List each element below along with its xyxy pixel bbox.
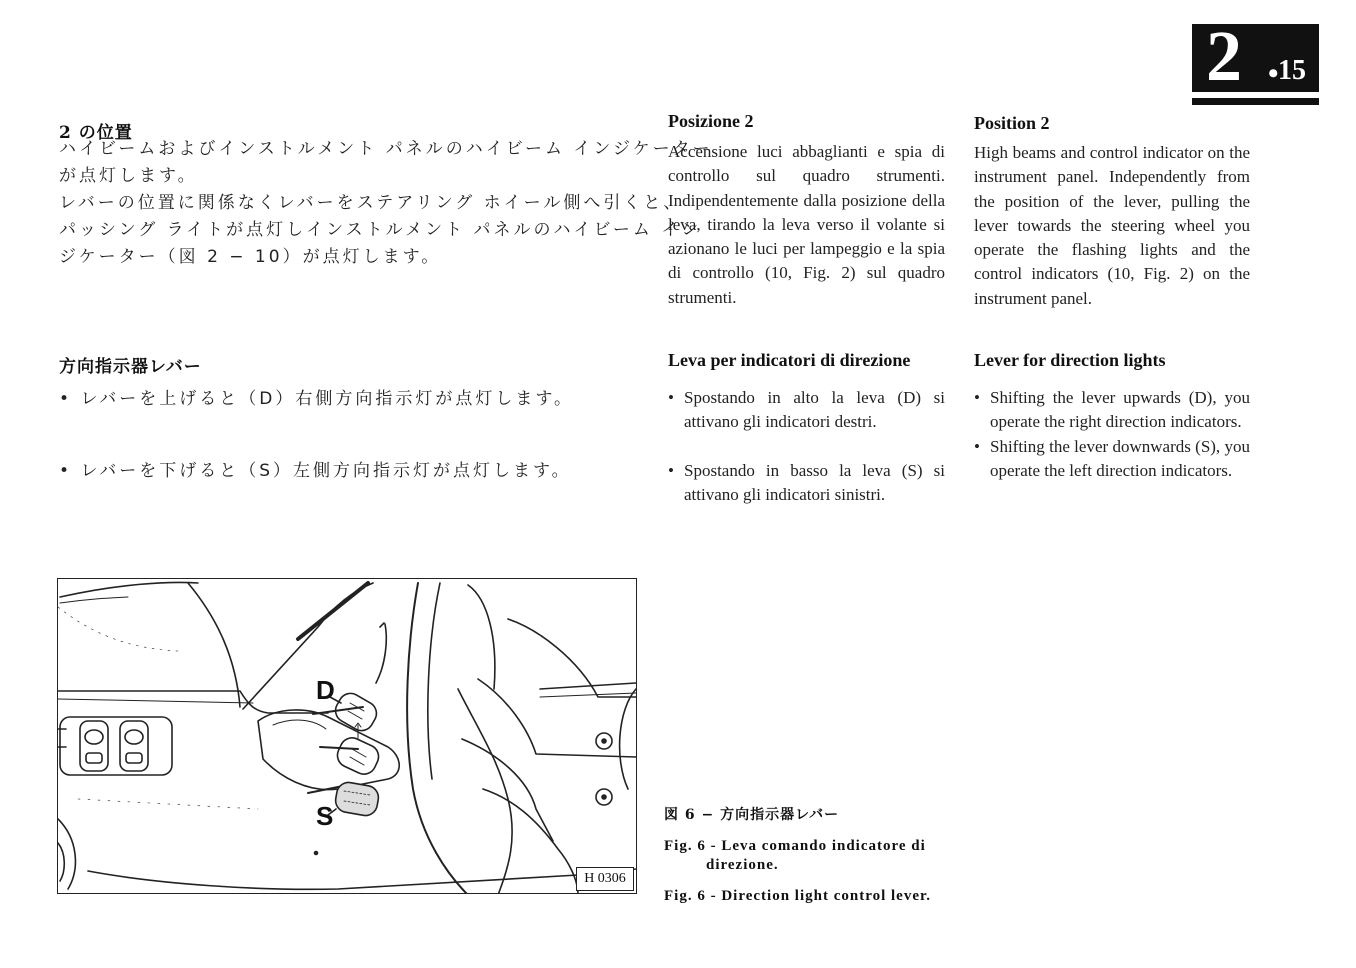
en-position-heading: Position 2: [974, 113, 1050, 133]
lever-illustration: [57, 578, 637, 894]
dot-marker: [315, 852, 318, 855]
it-bullet-1: [668, 386, 945, 435]
en-bullet-text: Shifting the lever upwards (D), you operate the right direction indicators.: [990, 388, 1250, 432]
jp-bullet-1: [59, 386, 574, 413]
indicator-knob: [602, 795, 606, 799]
knee-panel: [58, 843, 64, 881]
caption-en: Fig. 6 - Direction light control lever.: [664, 888, 932, 904]
jp-line: が点灯します。: [59, 166, 198, 186]
hub-trim: [508, 619, 636, 697]
steering-wheel-rim: [458, 689, 512, 894]
caption-it-line2: direzione.: [706, 857, 779, 873]
bullet-dot: •: [59, 461, 81, 481]
jp-position-heading: 2 の位置: [59, 123, 133, 143]
bullet-dot: •: [668, 388, 674, 407]
cowl-line: [60, 597, 128, 603]
steering-wheel-spoke: [468, 585, 495, 689]
it-lever-heading: Leva per indicatori di direzione: [668, 350, 911, 370]
shading: [78, 799, 258, 809]
page-number-badge: [1192, 16, 1319, 96]
jp-lever-heading: 方向指示器レバー: [59, 357, 202, 377]
header-rule: [1192, 98, 1319, 105]
bullet-dot: •: [974, 388, 980, 407]
windscreen-pillar: [243, 583, 373, 709]
jp-position-text: [59, 136, 713, 271]
steering-wheel-rim: [407, 583, 468, 894]
jp-bullet-text: レバーを下げると（S）左側方向指示灯が点灯します。: [80, 461, 572, 481]
column-shroud: [273, 720, 326, 729]
caption-jp: 図 6 − 方向指示器レバー: [664, 807, 840, 823]
en-bullet-list: [974, 386, 1250, 483]
en-bullet-2: [974, 435, 1250, 484]
chapter-number: 2: [1206, 16, 1242, 96]
switch-bank: [58, 717, 172, 775]
cowl-line: [188, 583, 240, 707]
jp-line: レバーの位置に関係なくレバーをステアリング ホイール側へ引くと、: [59, 193, 684, 213]
bullet-dot: •: [974, 436, 980, 456]
floor-line: [88, 869, 636, 889]
jp-line: パッシング ライトが点灯しインストルメント パネルのハイビーム イン: [59, 220, 702, 240]
dash-edge: [540, 683, 636, 689]
caption-it-line1: Fig. 6 - Leva comando indicatore di: [664, 838, 926, 854]
label-d: D: [316, 675, 335, 705]
lever-middle: [320, 734, 382, 778]
it-position-text: Accensione luci abbaglianti e spia di controllo sul quadro strumenti. Indipendentemente dalla posizione della leva, tirando la leva verso il volante si azionano le luci per lampeggio e la spia di controllo (10, Fig. 2) sul quadro strumenti.: [668, 142, 945, 307]
en-lever-heading: Lever for direction lights: [974, 350, 1166, 370]
steering-wheel-rim: [428, 583, 440, 779]
it-bullet-text: Spostando in alto la leva (D) si attivano gli indicatori destri.: [684, 388, 945, 432]
badge-dot: •: [1268, 57, 1279, 90]
jp-line: ハイビームおよびインストルメント パネルのハイビーム インジケーター: [59, 139, 713, 159]
lever-drawing: [58, 579, 637, 894]
column-shroud: [258, 710, 399, 790]
it-bullet-text: Spostando in basso la leva (S) si attivano gli indicatori sinistri.: [684, 460, 945, 504]
page-number: 15: [1278, 55, 1306, 86]
indicator-knob: [602, 739, 606, 743]
mirror-stem: [380, 623, 384, 627]
label-s: S: [316, 801, 334, 831]
bullet-dot: •: [668, 460, 674, 480]
wheel-hub: [478, 679, 636, 757]
jp-bullet-text: レバーを上げると（D）右側方向指示灯が点灯します。: [80, 389, 574, 409]
it-position-heading: Posizione 2: [668, 111, 754, 131]
it-bullet-2: [668, 459, 945, 508]
en-position-text: High beams and control indicator on the instrument panel. Independently from the position of the lever, pulling the lever towards the steering wheel you operate the flashing lights and the control indicators (10, Fig. 2) on the instrument panel.: [974, 143, 1250, 308]
dash-edge: [58, 699, 253, 703]
en-bullet-text: Shifting the lever downwards (S), you operate the left direction indicators.: [990, 436, 1250, 480]
figure-code: H 0306: [576, 867, 634, 891]
jp-line: ジケーター（図 2 − 10）が点灯します。: [59, 247, 442, 267]
cluster-edge: [620, 689, 636, 789]
jp-bullet-2: [59, 458, 572, 485]
it-bullet-list: [668, 386, 945, 507]
bullet-dot: •: [59, 389, 81, 409]
cowl-line: [60, 582, 198, 597]
windscreen-pillar: [298, 583, 368, 639]
mirror-stem: [376, 624, 386, 683]
en-bullet-1: [974, 386, 1250, 435]
shading: [58, 607, 178, 651]
